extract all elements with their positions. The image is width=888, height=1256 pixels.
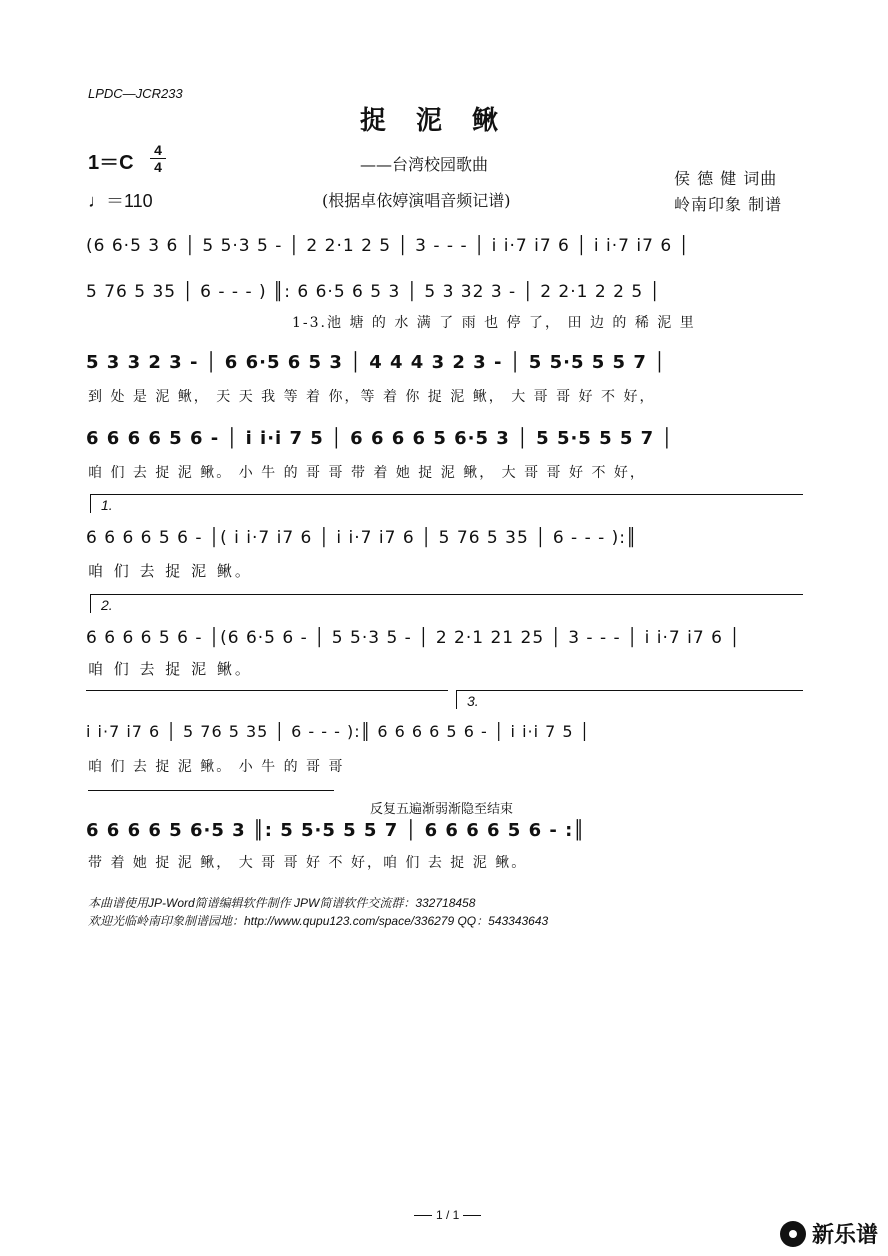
- volta-label-3: 3.: [467, 693, 479, 709]
- time-signature-top: 4: [154, 142, 162, 158]
- source-note: (根据卓依婷演唱音频记谱): [322, 191, 511, 210]
- subtitle: ——台湾校园歌曲: [360, 155, 489, 174]
- page-number: 1 / 1: [410, 1208, 485, 1222]
- score-row-6: 6 6 6 6 5 6 - │(6 6·5 6 - │ 5 5·3 5 - │ 2 2·1 21 25 │ 3 - - - │ i i·7 i7 6 │: [86, 628, 741, 648]
- lyric-row-5: 咱 们 去 捉 泥 鳅。: [88, 562, 253, 580]
- lyric-row-7: 咱 们 去 捉 泥 鳅。 小 牛 的 哥 哥: [88, 759, 345, 775]
- volta-bracket-2: [90, 594, 803, 613]
- tempo-marking: ♩＝110: [88, 191, 153, 211]
- score-row-4: 6 6 6 6 5 6 - │ i i·i 7 5 │ 6 6 6 6 5 6·5 3 │ 5 5·5 5 5 7 │: [86, 428, 674, 449]
- arranger-credit: 岭南印象 制谱: [674, 195, 783, 214]
- bracket-line-row-8: [88, 790, 334, 791]
- score-row-8: 6 6 6 6 5 6·5 3 ║: 5 5·5 5 5 7 │ 6 6 6 6 5 6 - :║: [86, 820, 586, 841]
- lyric-row-3: 到 处 是 泥 鳅， 天 天 我 等 着 你，等 着 你 捉 泥 鳅， 大 哥 哥 好 不 好，: [88, 389, 656, 405]
- score-row-2: 5 76 5 35 │ 6 - - - ) ║: 6 6·5 6 5 3 │ 5 3 32 3 - │ 2 2·1 2 2 5 │: [86, 282, 661, 302]
- lyric-row-6: 咱 们 去 捉 泥 鳅。: [88, 660, 253, 678]
- score-row-5: 6 6 6 6 5 6 - │( i i·7 i7 6 │ i i·7 i7 6 │ 5 76 5 35 │ 6 - - - ):║: [86, 528, 638, 548]
- volta-bracket-1: [90, 494, 803, 513]
- vinyl-disc-icon: [780, 1221, 806, 1247]
- footer-line-1: 本曲谱使用JP-Word简谱编辑软件制作 JPW简谱软件交流群：332718458: [88, 896, 476, 910]
- time-signature: [150, 143, 166, 174]
- key-signature: 1＝C: [88, 152, 134, 174]
- score-row-7: i i·7 i7 6 │ 5 76 5 35 │ 6 - - - ):║ 6 6 6 6 5 6 - │ i i·i 7 5 │: [86, 722, 591, 741]
- score-row-1: (6 6·5 3 6 │ 5 5·3 5 - │ 2 2·1 2 5 │ 3 - - - │ i i·7 i7 6 │ i i·7 i7 6 │: [86, 236, 690, 256]
- lyric-row-8: 带 着 她 捉 泥 鳅， 大 哥 哥 好 不 好，咱 们 去 捉 泥 鳅。: [88, 855, 528, 871]
- site-logo-text: 新乐谱: [811, 1223, 878, 1248]
- time-signature-bottom: 4: [154, 159, 162, 175]
- site-logo: [780, 1218, 878, 1249]
- lyric-row-4: 咱 们 去 捉 泥 鳅。 小 牛 的 哥 哥 带 着 她 捉 泥 鳅， 大 哥 哥 好 不 好，: [88, 465, 646, 481]
- score-code: LPDC—JCR233: [88, 86, 183, 101]
- volta-label-1: 1.: [101, 497, 113, 513]
- volta-label-2: 2.: [101, 597, 113, 613]
- volta-bracket-3: [456, 690, 803, 709]
- page-title: 捉泥鳅: [359, 106, 528, 136]
- footer-line-2: 欢迎光临岭南印象制谱园地：http://www.qupu123.com/space/336279 QQ：543343643: [88, 914, 549, 928]
- score-row-3: 5 3 3 2 3 - │ 6 6·5 6 5 3 │ 4 4 4 3 2 3 - │ 5 5·5 5 5 7 │: [86, 352, 666, 373]
- bracket-line-left: [86, 690, 448, 691]
- lyric-row-2: 1-3.池 塘 的 水 满 了 雨 也 停 了， 田 边 的 稀 泥 里: [292, 315, 696, 331]
- lyricist-credit: 侯 德 健 词曲: [674, 169, 778, 188]
- repeat-instruction: 反复五遍渐弱渐隐至结束: [370, 802, 514, 817]
